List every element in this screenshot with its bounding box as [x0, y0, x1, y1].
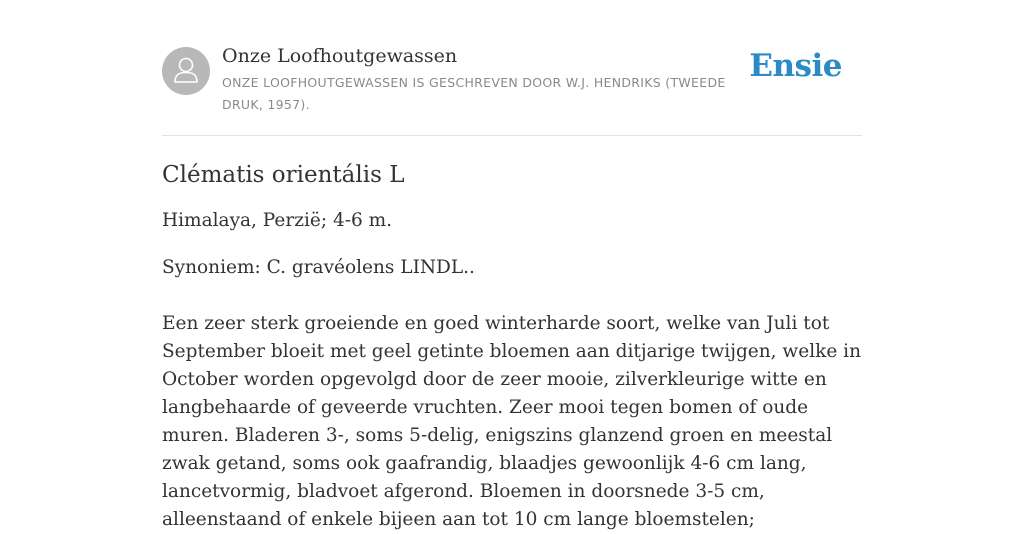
entry-title: Clématis orientális L	[162, 162, 405, 188]
user-icon	[162, 47, 210, 95]
entry-origin: Himalaya, Perzië; 4-6 m.	[162, 210, 393, 231]
entry-synonym: Synoniem: C. gravéolens LINDL..	[162, 257, 475, 278]
ensie-logo[interactable]: Ensie	[749, 48, 842, 84]
source-title[interactable]: Onze Loofhoutgewassen	[222, 45, 458, 67]
entry-body: Een zeer sterk groeiende en goed winterharde soort, welke van Juli tot September bloeit met geel getinte bloemen aan ditjarige twijgen, welke in October worden opgevolgd door de zeer mooie, zilverkleurige witte en langbehaarde of geveerde vruchten. Zeer mooi tegen bomen of oude muren. Bladeren 3-, soms 5-delig, enigszins glanzend groen en meestal zwak getand, soms ook gaafrandig, blaadjes gewoonlijk 4-6 cm lang, lancetvormig, bladvoet afgerond. Bloemen in doorsnede 3-5 cm, alleenstaand of enkele bijeen aan tot 10 cm lange bloemstelen;	[162, 313, 861, 530]
source-description: ONZE LOOFHOUTGEWASSEN IS GESCHREVEN DOOR W.J. HENDRIKS (TWEEDE DRUK, 1957).	[222, 75, 726, 112]
avatar[interactable]	[162, 47, 210, 95]
source-header	[162, 40, 862, 136]
entry-content	[162, 158, 872, 534]
